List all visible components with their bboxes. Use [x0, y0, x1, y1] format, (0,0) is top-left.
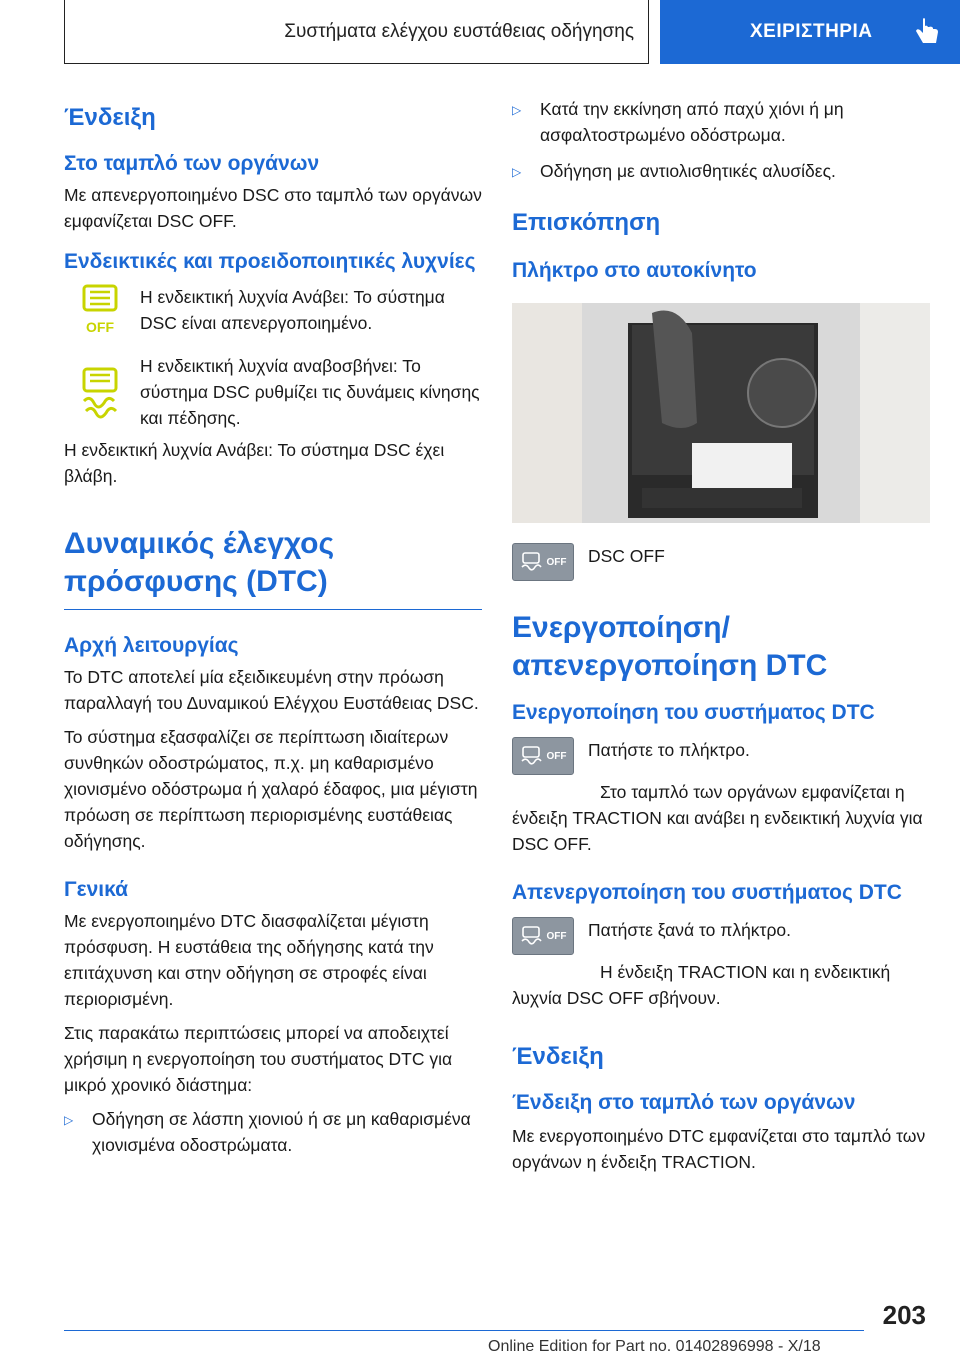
dsc-off-button-icon — [512, 917, 574, 955]
triangle-bullet-icon: ▷ — [512, 103, 522, 117]
section-title: Συστήματα ελέγχου ευστάθειας οδήγησης — [284, 20, 634, 42]
chapter-heading: Δυναμικός έλεγχος πρόσφυσης (DTC) — [64, 525, 482, 610]
subsection-heading: Ένδειξη στο ταμπλό των οργάνων — [512, 1091, 856, 1114]
hand-pointer-icon — [914, 17, 942, 47]
right-column — [512, 96, 932, 1175]
section-heading: Επισκόπηση — [512, 209, 661, 236]
button-label: DSC OFF — [588, 546, 665, 566]
subsection-heading: Γενικά — [64, 878, 129, 901]
chapter-tab[interactable] — [660, 0, 960, 64]
button-off-label: OFF — [546, 750, 567, 762]
subsection-heading: Απενεργοποίηση του συστήματος DTC — [512, 881, 902, 904]
section-heading: Ένδειξη — [64, 104, 156, 131]
subsection-heading: Αρχή λειτουργίας — [64, 634, 239, 657]
button-row — [512, 543, 932, 581]
lamp-row — [64, 353, 482, 431]
dsc-off-lamp-icon — [72, 284, 132, 341]
step-row — [512, 917, 932, 955]
page-number: 203 — [882, 1300, 926, 1330]
section-heading: Ένδειξη — [512, 1043, 604, 1070]
chapter-title: ΧΕΙΡΙΣΤΗΡΙΑ — [750, 21, 873, 42]
dsc-off-button-icon — [512, 543, 574, 581]
paragraph: Η ενδεικτική λυχνία Ανάβει: Το σύστημα DSC έχει βλάβη. — [64, 440, 445, 486]
subsection-heading: Ενεργοποίηση του συστήματος DTC — [512, 701, 875, 724]
lamp-row — [64, 284, 482, 341]
list-item — [64, 1106, 482, 1158]
list-item-text: Κατά την εκκίνηση από παχύ χιόνι ή μη ασφαλτοστρωμένο οδόστρωμα. — [540, 99, 844, 145]
paragraph: Στο ταμπλό των οργάνων εμφανίζεται η ένδειξη TRACTION και ανάβει η ενδεικτική λυχνία για DSC OFF. — [512, 782, 923, 854]
list-item — [512, 96, 932, 148]
triangle-bullet-icon: ▷ — [64, 1113, 74, 1127]
paragraph: Με ενεργοποιημένο DTC διασφαλίζεται μέγιστη πρόσφυση. Η ευστάθεια της οδήγησης κατά την επιτάχυνση και στην οδήγηση σε στροφές είναι περιορισμένη. — [64, 911, 434, 1009]
footer-edition: Online Edition for Part no. 01402896998 - X/18 — [488, 1338, 821, 1355]
step-text: Πατήστε το πλήκτρο. — [588, 740, 750, 760]
list-item — [512, 158, 932, 185]
footer-divider — [64, 1330, 864, 1331]
paragraph: Το DTC αποτελεί μία εξειδικευμένη στην πρόωση παραλλαγή του Δυναμικού Ελέγχου Ευστάθειας DSC. — [64, 667, 479, 713]
button-off-label: OFF — [546, 930, 567, 942]
left-column — [64, 96, 482, 1158]
lamp-description: Η ενδεικτική λυχνία αναβοσβήνει: Το σύστημα DSC ρυθμίζει τις δυνάμεις κίνησης και πέδησης. — [140, 356, 480, 428]
list-item-text: Οδήγηση με αντιολισθητικές αλυσίδες. — [540, 161, 836, 181]
list-item-text: Οδήγηση σε λάσπη χιονιού ή σε μη καθαρισμένα χιονισμένα οδοστρώματα. — [92, 1109, 471, 1155]
console-photo — [512, 303, 930, 523]
triangle-bullet-icon: ▷ — [512, 165, 522, 179]
paragraph: Η ένδειξη TRACTION και η ενδεικτική λυχνία DSC OFF σβήνουν. — [512, 962, 891, 1008]
subsection-heading: Πλήκτρο στο αυτοκίνητο — [512, 259, 757, 282]
paragraph: Στις παρακάτω περιπτώσεις μπορεί να αποδειχτεί χρήσιμη η ενεργοποίηση του συστήματος DTC για μικρό χρονικό διάστημα: — [64, 1023, 453, 1095]
step-row — [512, 737, 932, 775]
step-text: Πατήστε ξανά το πλήκτρο. — [588, 920, 792, 940]
paragraph: Το σύστημα εξασφαλίζει σε περίπτωση ιδιαίτερων συνθηκών οδοστρώματος, π.χ. μη καθαρισμένο χιονισμένο οδόστρωμα ή χαλαρό έδαφος, μια μέγιστη πρόωση σε περίπτωση περιορισμένης ευστάθειας οδήγησης. — [64, 727, 478, 851]
subsection-heading: Ενδεικτικές και προειδοποιητικές λυχνίες — [64, 250, 476, 273]
lamp-off-label: OFF — [86, 319, 114, 335]
dsc-off-button-icon — [512, 737, 574, 775]
paragraph: Με απενεργοποιημένο DSC στο ταμπλό των οργάνων εμφανίζεται DSC OFF. — [64, 185, 482, 231]
dsc-active-lamp-icon — [72, 353, 132, 426]
chapter-heading: Ενεργοποίηση/απενεργοποίηση DTC — [512, 611, 828, 682]
button-off-label: OFF — [546, 556, 567, 568]
subsection-heading: Στο ταμπλό των οργάνων — [64, 152, 320, 175]
paragraph: Με ενεργοποιημένο DTC εμφανίζεται στο ταμπλό των οργάνων η ένδειξη TRACTION. — [512, 1126, 926, 1172]
header-section-box — [64, 0, 649, 64]
lamp-description: Η ενδεικτική λυχνία Ανάβει: Το σύστημα DSC είναι απενεργοποιημένο. — [140, 287, 445, 333]
